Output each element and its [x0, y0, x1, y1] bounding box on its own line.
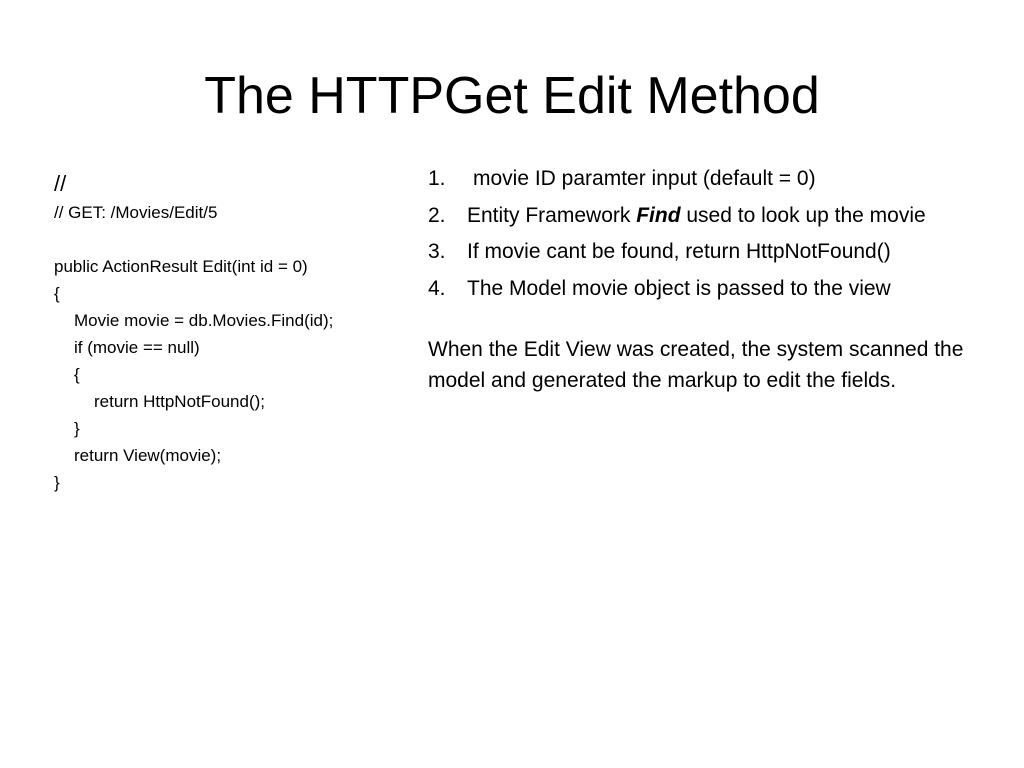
code-line: public ActionResult Edit(int id = 0) — [54, 257, 308, 276]
list-item — [428, 273, 1008, 310]
find-emphasis: Find — [636, 203, 681, 227]
code-block — [54, 169, 414, 496]
list-item — [428, 163, 1008, 200]
notes-block — [428, 163, 1008, 396]
code-line: // GET: /Movies/Edit/5 — [54, 203, 218, 222]
list-item — [428, 236, 1008, 273]
list-item-text: If movie cant be found, return HttpNotFound() — [467, 240, 891, 263]
code-line: } — [54, 473, 60, 492]
list-item-text: movie ID paramter input (default = 0) — [473, 167, 816, 190]
list-item — [428, 200, 1008, 237]
list-item-text: The Model movie object is passed to the view — [467, 276, 891, 300]
code-line: if (movie == null) — [74, 338, 200, 357]
list-number: 3. — [428, 240, 446, 263]
code-line: return HttpNotFound(); — [94, 392, 266, 411]
code-line: } — [74, 419, 80, 438]
list-item-text: used to look up the movie — [680, 203, 926, 227]
list-number: 4. — [428, 276, 446, 300]
numbered-list — [428, 163, 1008, 309]
slide-title: The HTTPGet Edit Method — [204, 67, 820, 125]
description-paragraph: When the Edit View was created, the system scanned the model and generated the markup to edit the fields. — [428, 338, 964, 392]
list-number: 2. — [428, 203, 446, 227]
code-line: Movie movie = db.Movies.Find(id); — [74, 311, 334, 330]
code-line: // — [54, 171, 67, 196]
list-item-text: Entity Framework — [467, 203, 637, 227]
code-line-blank — [54, 226, 414, 253]
code-line: return View(movie); — [74, 446, 222, 465]
code-line: { — [74, 365, 80, 384]
list-number: 1. — [428, 167, 446, 190]
code-line: { — [54, 284, 60, 303]
